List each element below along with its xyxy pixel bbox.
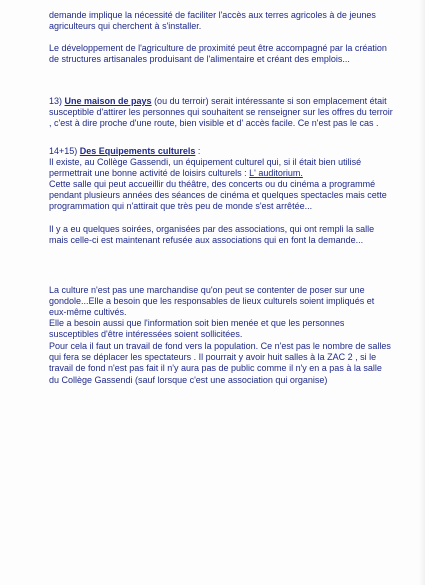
- paragraph-travail: Pour cela il faut un travail de fond vers la population. Ce n'est pas le nombre de salles qui fera se déplacer les spectateurs . Il pourrait y avoir huit salles à la ZAC 2 , si le travail de fond n'est pas fait il n'y aura pas de public comme il n'y en a pas à la salle du Collège Gassendi (sauf lorsque c'est une association qui organise): [49, 341, 391, 385]
- section-14-line1: Il existe, au Collège Gassendi, un équipement culturel qui, si il était bien utilisé permettrait une bonne activité de loisirs culturels :: [49, 157, 362, 179]
- paragraph-information: Elle a besoin aussi que l'information soit bien menée et que les personnes susceptibles d'être intéressées soient sollicitées.: [49, 318, 345, 340]
- section-13: [49, 96, 394, 130]
- paragraph-agriculture: Le développement de l'agriculture de proximité peut être accompagné par la création de structures artisanales produisant de l'alimentaire et créant des emplois...: [49, 43, 387, 65]
- paragraph-intro: demande implique la nécessité de faciliter l'accès aux terres agricoles à de jeunes agriculteurs qui cherchent à s'installer.: [49, 10, 376, 32]
- section-13-number: 13): [49, 96, 63, 106]
- section-14-title-suffix: :: [195, 146, 201, 156]
- section-14-programming: Cette salle qui peut accueillir du théâtre, des concerts ou du cinéma a programmé pendant plusieurs années des séances de cinéma et quelques spectacles mais cette programmation qui n'attirait que très peu de monde s'est arrêtée...: [49, 179, 387, 212]
- section-14-title: Des Equipements culturels: [79, 146, 196, 156]
- scan-edge-shadow: [419, 0, 425, 585]
- section-14-heading: [49, 146, 394, 157]
- section-13-body: (ou du terroir) serait intéressante si son emplacement était susceptible d'attirer les personnes qui souhaitent se renseigner sur les offres du terroir , c'est à dire proche d'une route, bien visible et d' accès facile. Ce n'est pas le cas .: [49, 96, 393, 129]
- section-14-number: 14+15): [49, 146, 78, 156]
- auditorium-label: L' auditorium.: [249, 168, 303, 179]
- section-13-title: Une maison de pays: [64, 96, 152, 106]
- section-14-intro: [49, 157, 394, 179]
- section-14-associations: Il y a eu quelques soirées, organisées par des associations, qui ont rempli la salle mais celle-ci est maintenant refusée aux associations qui en font la demande...: [49, 224, 375, 246]
- paragraph-culture: La culture n'est pas une marchandise qu'on peut se contenter de poser sur une gondole...Elle a besoin que les responsables de lieux culturels soient impliqués et eux-même cultivés.: [49, 285, 375, 318]
